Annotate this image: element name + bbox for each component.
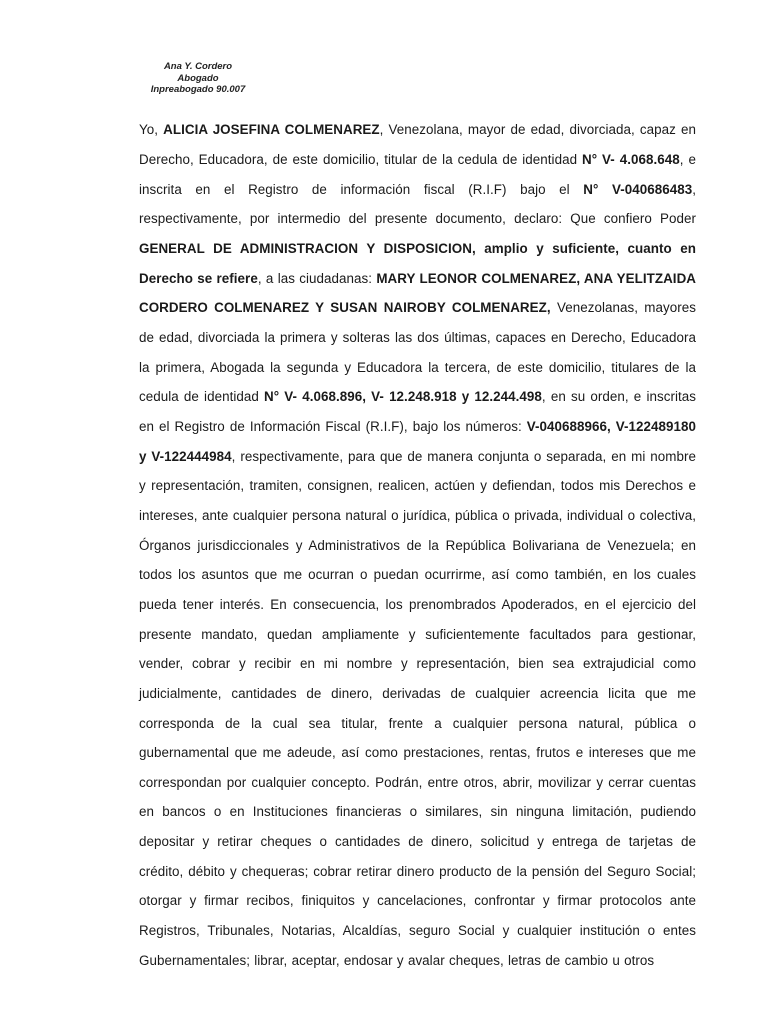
text-segment: , a las ciudadanas:	[257, 270, 377, 286]
power-of-attorney-text	[139, 115, 696, 975]
grantor-rif-number: N° V-040686483	[583, 181, 693, 197]
text-segment: Venezolanas, mayores de edad, divorciada la primera y solteras las dos últimas, capaces en Derecho, Educadora la primera, Abogada la segunda y Educadora la tercera, de este domicilio, titulares de la cedula de identidad	[139, 300, 697, 405]
attorney-names: MARY LEONOR COLMENAREZ, ANA YELITZAIDA CORDERO COLMENAREZ Y SUSAN NAIROBY COLMENAREZ,	[139, 270, 697, 316]
text-segment: , e inscrita en el Registro de información fiscal (R.I.F) bajo el	[139, 152, 696, 197]
text-segment: , Venezolana, mayor de edad, divorciada, capaz en Derecho, Educadora, de este domicilio, titular de la cedula de identidad	[139, 122, 696, 168]
grantor-name: ALICIA JOSEFINA COLMENAREZ	[163, 122, 380, 138]
lawyer-name: Ana Y. Cordero	[163, 61, 233, 72]
text-segment: , respectivamente, para que de manera conjunta o separada, en mi nombre y representación, tramiten, consignen, realicen, actúen y defiendan, todos mis Derechos e intereses, ante cualquier persona natural o jurídica, pública o privada, individual o colectiva, Órganos jurisdiccionales y Administrativos de la República Bolivariana de Venezuela; en todos los asuntos que me ocurran o puedan ocurrirme, así como también, en los cuales pueda tener interés. En consecuencia, los prenombrados Apoderados, en el ejercicio del presente mandato, quedan ampliamente y suficientemente facultados para gestionar, vender, cobrar y recibir en mi nombre y representación, bien sea extrajudicial como judicialmente, cantidades de dinero, derivadas de cualquier acreencia licita que me corresponda de la cual sea titular, frente a cualquier persona natural, pública o gubernamental que me adeude, así como prestaciones, rentas, frutos e intereses que me correspondan por cualquier concepto. Podrán, entre otros, abrir, movilizar y cerrar cuentas en bancos o en Instituciones financieras o similares, sin ninguna limitación, pudiendo depositar y retirar cheques o cantidades de dinero, solicitud y entrega de tarjetas de crédito, débito y chequeras; cobrar retirar dinero producto de la pensión del Seguro Social; otorgar y firmar recibos, finiquitos y cancelaciones, confrontar y firmar protocolos ante Registros, Tribunales, Notarias, Alcaldías, seguro Social y cualquier institución o entes Gubernamentales; librar, aceptar, endosar y avalar cheques, letras de cambio u otros	[139, 448, 696, 968]
text-segment: , respectivamente, por intermedio del presente documento, declaro: Que confiero Poder	[139, 181, 696, 227]
text-segment: , en su orden, e inscritas en el Registro de Información Fiscal (R.I.F), bajo los números:	[139, 389, 697, 434]
lawyer-title: Abogado	[177, 72, 219, 84]
lawyer-registration: Inpreabogado 90.007	[150, 84, 246, 95]
attorney-id-numbers: N° V- 4.068.896, V- 12.248.918 y 12.244.498	[264, 389, 542, 405]
text-segment: Yo,	[139, 122, 164, 138]
grantor-id-number: N° V- 4.068.648	[582, 152, 680, 168]
letterhead	[142, 61, 254, 96]
attorney-rif-numbers: V-040688966, V-122489180 y V-122444984	[139, 418, 696, 464]
power-type: GENERAL DE ADMINISTRACION Y DISPOSICION, amplio y suficiente, cuanto en Derecho se refiere	[139, 241, 696, 286]
